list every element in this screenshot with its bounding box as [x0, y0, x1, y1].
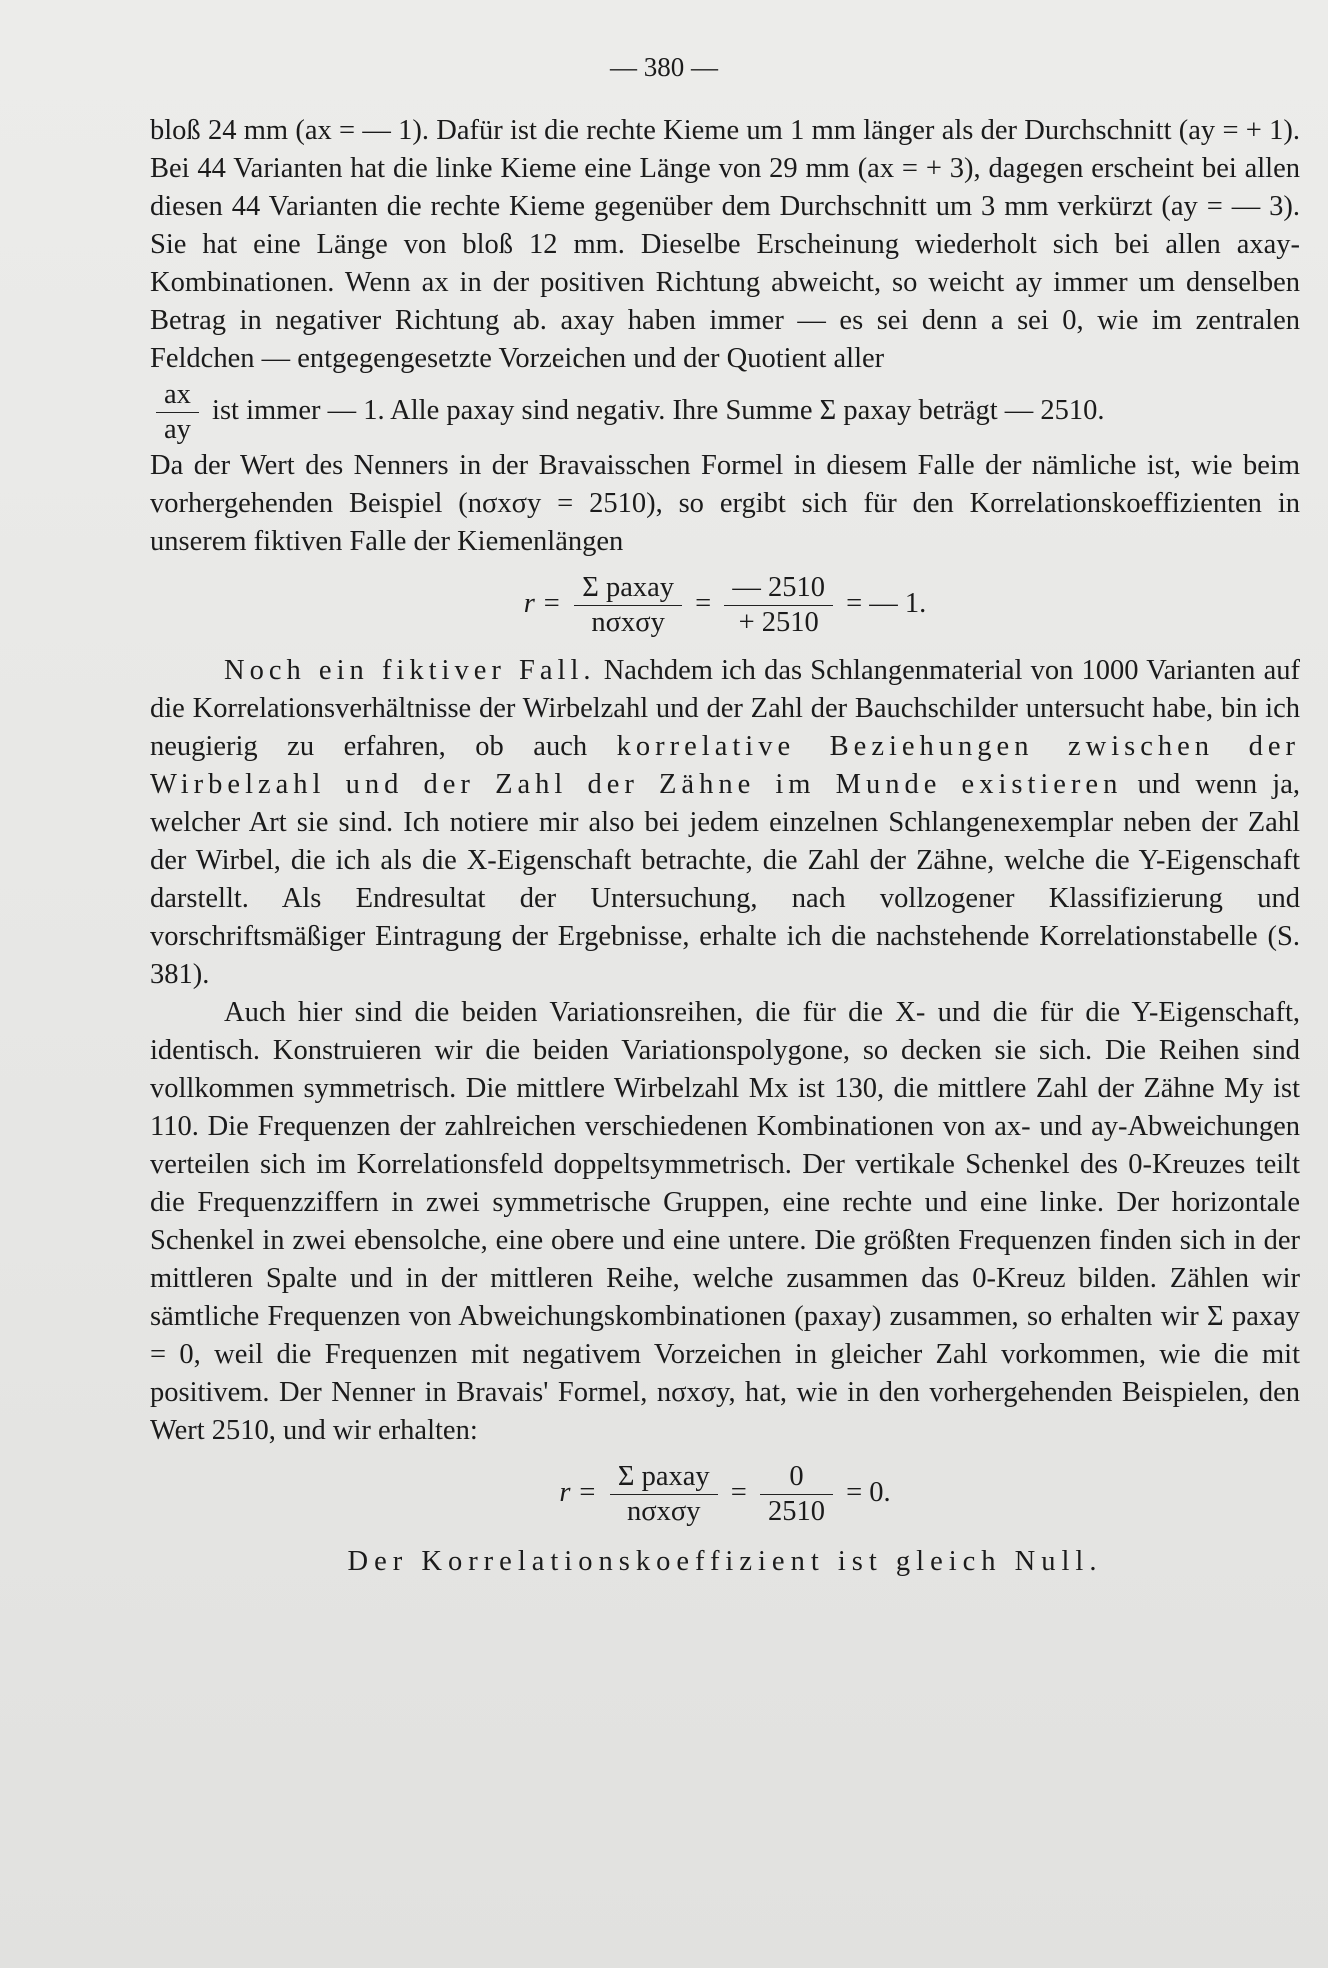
- spaced-emphasis: korrelative Beziehungen zwischen der Wirbelzahl und der Zahl der Zähne im Munde existieren: [150, 731, 1300, 800]
- eq1-numerator-2: — 2510: [724, 571, 833, 606]
- eq1-fraction-1: [574, 571, 682, 640]
- eq2-denominator-1: nσxσy: [627, 1496, 701, 1527]
- fraction-denominator: ay: [164, 414, 191, 445]
- paragraph-2: Da der Wert des Nenners in der Bravaisschen Formel in diesem Falle der nämliche ist, wie beim vorhergehenden Beispiel (nσxσy = 2510), so ergibt sich für den Korrelationskoeffizienten in unserem fiktiven Falle der Kiemenlängen: [150, 450, 1300, 557]
- paragraph-1: bloß 24 mm (ax = — 1). Dafür ist die rechte Kieme um 1 mm länger als der Durchschnitt (ay = + 1). Bei 44 Varianten hat die linke Kieme eine Länge von 29 mm (ax = + 3), dagegen erscheint bei allen diesen 44 Varianten die rechte Kieme gegenüber dem Durchschnitt um 3 mm verkürzt (ay = — 3). Sie hat eine Länge von bloß 12 mm. Dieselbe Erscheinung wiederholt sich bei allen axay-Kombinationen. Wenn ax in der positiven Richtung abweicht, so weicht ay immer um denselben Betrag in negativer Richtung ab. axay haben immer — es sei denn a sei 0, wie im zentralen Feldchen — entgegengesetzte Vorzeichen und der Quotient aller: [150, 115, 1300, 374]
- eq1-equals: =: [695, 588, 712, 620]
- concluding-statement: Der Korrelationskoeffizient ist gleich Null.: [347, 1546, 1103, 1577]
- eq1-denominator-1: nσxσy: [591, 607, 665, 638]
- paragraph-1-tail: ist immer — 1. Alle paxay sind negativ. Ihre Summe Σ paxay beträgt — 2510.: [212, 395, 1105, 427]
- paragraph-4: Auch hier sind die beiden Variationsreihen, die für die X- und die für die Y-Eigenschaft, identisch. Konstruieren wir die beiden Variationspolygone, so decken sie sich. Die Reihen sind vollkommen symmetrisch. Die mittlere Wirbelzahl Mx ist 130, die mittlere Zahl der Zähne My ist 110. Die Frequenzen der zahlreichen verschiedenen Kombinationen von ax- und ay-Abweichungen verteilen sich im Korrelationsfeld doppeltsymmetrisch. Der vertikale Schenkel des 0-Kreuzes teilt die Frequenzziffern in zwei symmetrische Gruppen, eine rechte und eine linke. Der horizontale Schenkel in zwei ebensolche, eine obere und eine untere. Die größten Frequenzen finden sich in der mittleren Spalte und in der mittleren Reihe, welche zusammen das 0-Kreuz bilden. Zählen wir sämtliche Frequenzen von Abweichungskombinationen (paxay) zusammen, so erhalten wir Σ paxay = 0, weil die Frequenzen mit negativem Vorzeichen in gleicher Zahl vorkommen, wie die mit positivem. Der Nenner in Bravais' Formel, nσxσy, hat, wie in den vorhergehenden Beispielen, den Wert 2510, und wir erhalten:: [150, 997, 1300, 1446]
- eq1-denominator-2: + 2510: [738, 607, 819, 638]
- eq2-fraction-1: [610, 1460, 718, 1529]
- body-text: [150, 112, 1300, 1581]
- page-number: — 380 —: [610, 52, 718, 82]
- eq2-lhs: r =: [559, 1477, 597, 1509]
- eq2-numerator-2: 0: [760, 1460, 833, 1495]
- fraction-numerator: ax: [156, 378, 199, 413]
- quotient-fraction: [156, 378, 199, 447]
- paragraph-3-a: Nachdem ich das Schlangenmaterial von 1000 Varianten auf die Korrelationsverhältnisse der Wirbelzahl und der Zahl der Bauchschilder untersucht habe, bin ich neugierig zu erfahren, ob auch: [150, 655, 1300, 762]
- equation-1: [150, 571, 1300, 640]
- eq2-result: = 0.: [846, 1477, 891, 1509]
- paragraph-3: [150, 652, 1300, 994]
- eq2-numerator-1: Σ paxay: [610, 1460, 718, 1495]
- eq1-result: = — 1.: [846, 588, 927, 620]
- eq1-numerator-1: Σ paxay: [574, 571, 682, 606]
- paragraph-1-continued: [150, 378, 1300, 447]
- spaced-heading: Noch ein fiktiver Fall.: [224, 655, 596, 686]
- eq2-equals: =: [730, 1477, 747, 1509]
- equation-2: [150, 1460, 1300, 1529]
- paragraph-3-b: und wenn ja, welcher Art sie sind. Ich notiere mir also bei jedem einzelnen Schlangenexemplar neben der Zahl der Wirbel, die ich als die X-Eigenschaft betrachte, die Zahl der Zähne, welche die Y-Eigenschaft darstellt. Als Endresultat der Untersuchung, nach vollzogener Klassifizierung und vorschriftsmäßiger Eintragung der Ergebnisse, erhalte ich die nachstehende Korrelationstabelle (S. 381).: [150, 769, 1300, 990]
- eq2-denominator-2: 2510: [767, 1496, 825, 1527]
- eq1-lhs: r =: [523, 588, 562, 620]
- eq1-fraction-2: [724, 571, 833, 640]
- eq2-fraction-2: [760, 1460, 833, 1529]
